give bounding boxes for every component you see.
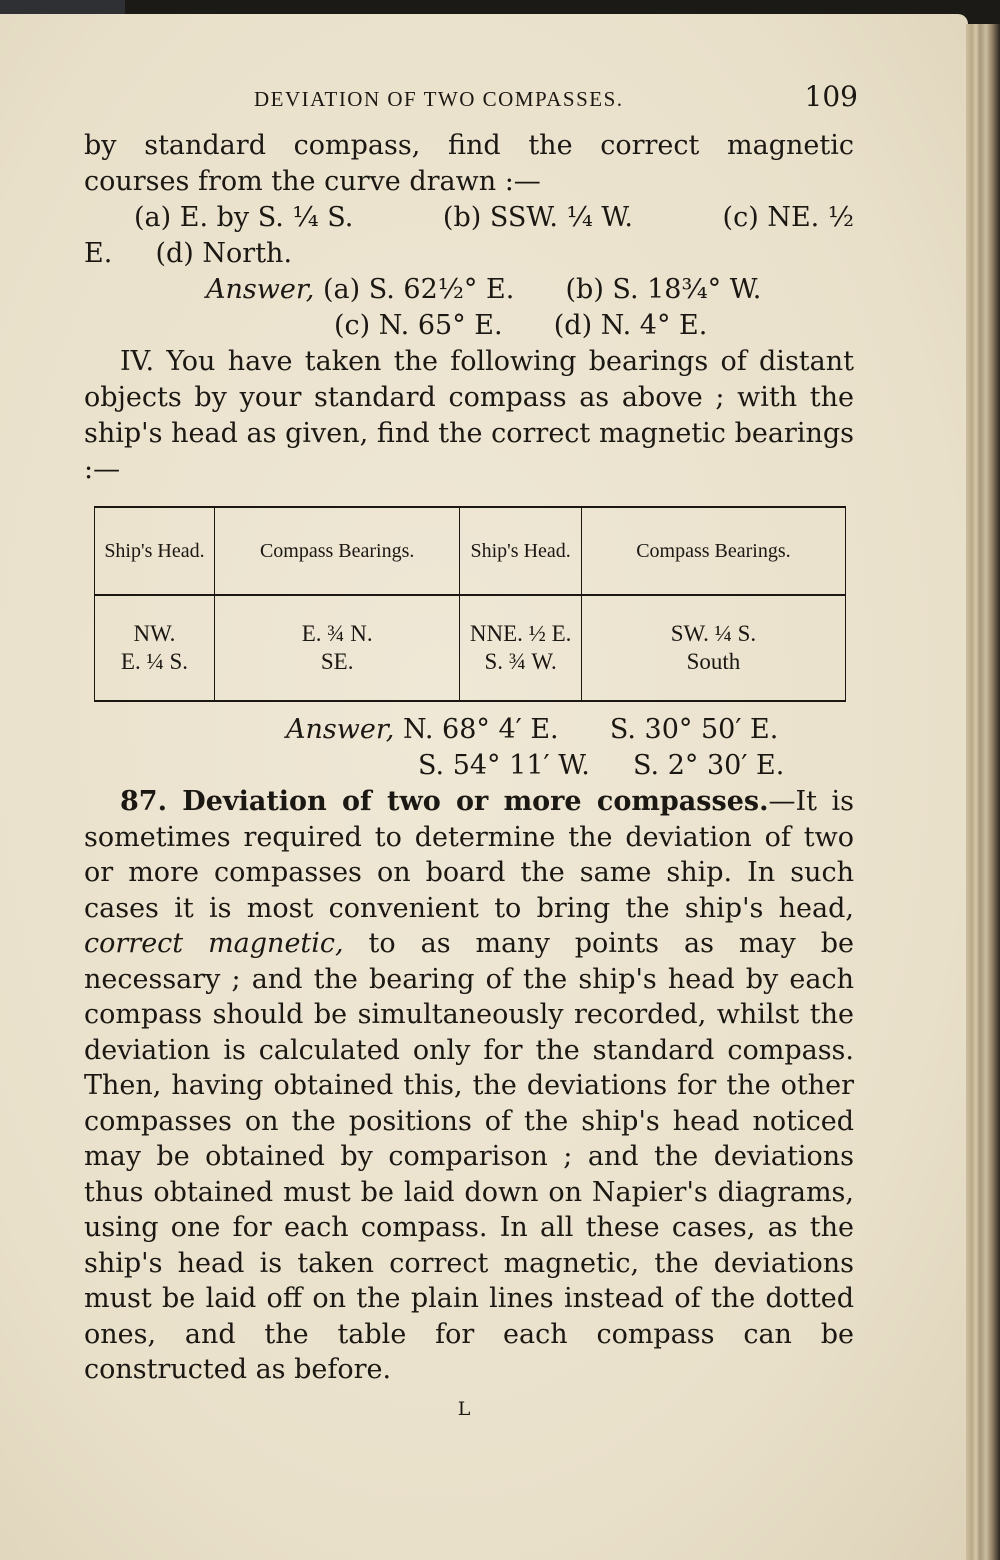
answer-value-3: S. 54° 11′ W.: [418, 750, 590, 781]
answer-2-line-2: [84, 748, 854, 784]
cell-value: E. ¾ N.: [301, 621, 373, 646]
option-b: (b) SSW. ¼ W.: [442, 202, 633, 233]
answer-label: Answer,: [206, 274, 315, 305]
cell-value: South: [686, 649, 741, 674]
exercise-intro: [84, 128, 854, 272]
section-87-dash: —: [768, 786, 796, 817]
cell-value: E. ¼ S.: [120, 649, 188, 674]
intro-options: [84, 200, 854, 236]
answer-d: (d) N. 4° E.: [553, 310, 708, 341]
cell-value: SW. ¼ S.: [670, 621, 757, 646]
answer-b: (b) S. 18¾° W.: [565, 274, 762, 305]
section-87-italic: correct magnetic,: [84, 928, 344, 959]
cell-value: SE.: [320, 649, 354, 674]
intro-line-1: by standard compass, find the correct magnetic: [84, 130, 854, 161]
answer-c: (c) N. 65° E.: [334, 310, 503, 341]
answer-block-1: [84, 272, 854, 344]
option-c: (c) NE. ½: [722, 202, 854, 233]
page-header: [84, 80, 858, 128]
answer-block-2: [84, 712, 854, 784]
answer-1-line-2: [84, 308, 854, 344]
option-c-cont: E.: [84, 238, 113, 269]
answer-a: (a) S. 62½° E.: [322, 274, 515, 305]
header-compass-bearings-2: Compass Bearings.: [581, 507, 845, 595]
page-edges: [966, 24, 1000, 1560]
section-87-text-1: It is sometimes required to determine the deviation of two or more compasses on board the same ship. In such cases it is most convenient to bring the ship's head,: [84, 786, 855, 924]
table-cell: [95, 595, 215, 701]
table-row: [95, 595, 846, 701]
running-head: DEVIATION OF TWO COMPASSES.: [254, 87, 624, 111]
answer-label: Answer,: [286, 714, 395, 745]
bearings-table: [94, 506, 846, 702]
header-ships-head-2: Ship's Head.: [460, 507, 581, 595]
answer-1-line-1: [84, 272, 854, 308]
header-ships-head-1: Ship's Head.: [95, 507, 215, 595]
answer-value-4: S. 2° 30′ E.: [633, 750, 785, 781]
section-87-paragraph: [84, 784, 854, 1388]
table-cell: [460, 595, 581, 701]
option-a: (a) E. by S. ¼ S.: [134, 202, 354, 233]
intro-line-2: courses from the curve drawn :—: [84, 166, 541, 197]
question-iv: IV. You have taken the following bearings of distant objects by your standard compass as above ; with the ship's head as given, find the correct magnetic bearings :—: [84, 346, 854, 485]
signature-mark: L: [457, 1397, 471, 1420]
answer-value-2: S. 30° 50′ E.: [609, 714, 779, 745]
cell-value: NNE. ½ E.: [469, 621, 572, 646]
option-d: (d) North.: [155, 238, 293, 269]
answer-value-1: N. 68° 4′ E.: [402, 714, 559, 745]
header-compass-bearings-1: Compass Bearings.: [214, 507, 460, 595]
table-header-row: [95, 507, 846, 595]
cell-value: NW.: [133, 621, 176, 646]
intro-line-4: [84, 236, 854, 272]
answer-2-line-1: [84, 712, 854, 748]
table-cell: [214, 595, 460, 701]
section-87: [84, 784, 854, 1388]
page-content: [84, 80, 858, 1420]
table-cell: [581, 595, 845, 701]
page-number: 109: [804, 80, 858, 113]
cell-value: S. ¾ W.: [484, 649, 557, 674]
section-87-text-2: to as many points as may be necessary ; and the bearing of the ship's head by each compass should be simultaneously recorded, whilst the deviation is calculated only for the standard compass. Then, having obtained this, the deviations for the other compasses on the positions of the ship's head noticed may be obtained by comparison ; and the deviations thus obtained must be laid down on Napier's diagrams, using one for each compass. In all these cases, as the ship's head is taken correct magnetic, the deviations must be laid off on the plain lines instead of the dotted ones, and the table for each compass can be constructed as before.: [84, 928, 855, 1385]
section-87-heading: 87. Deviation of two or more compasses.: [120, 786, 769, 817]
